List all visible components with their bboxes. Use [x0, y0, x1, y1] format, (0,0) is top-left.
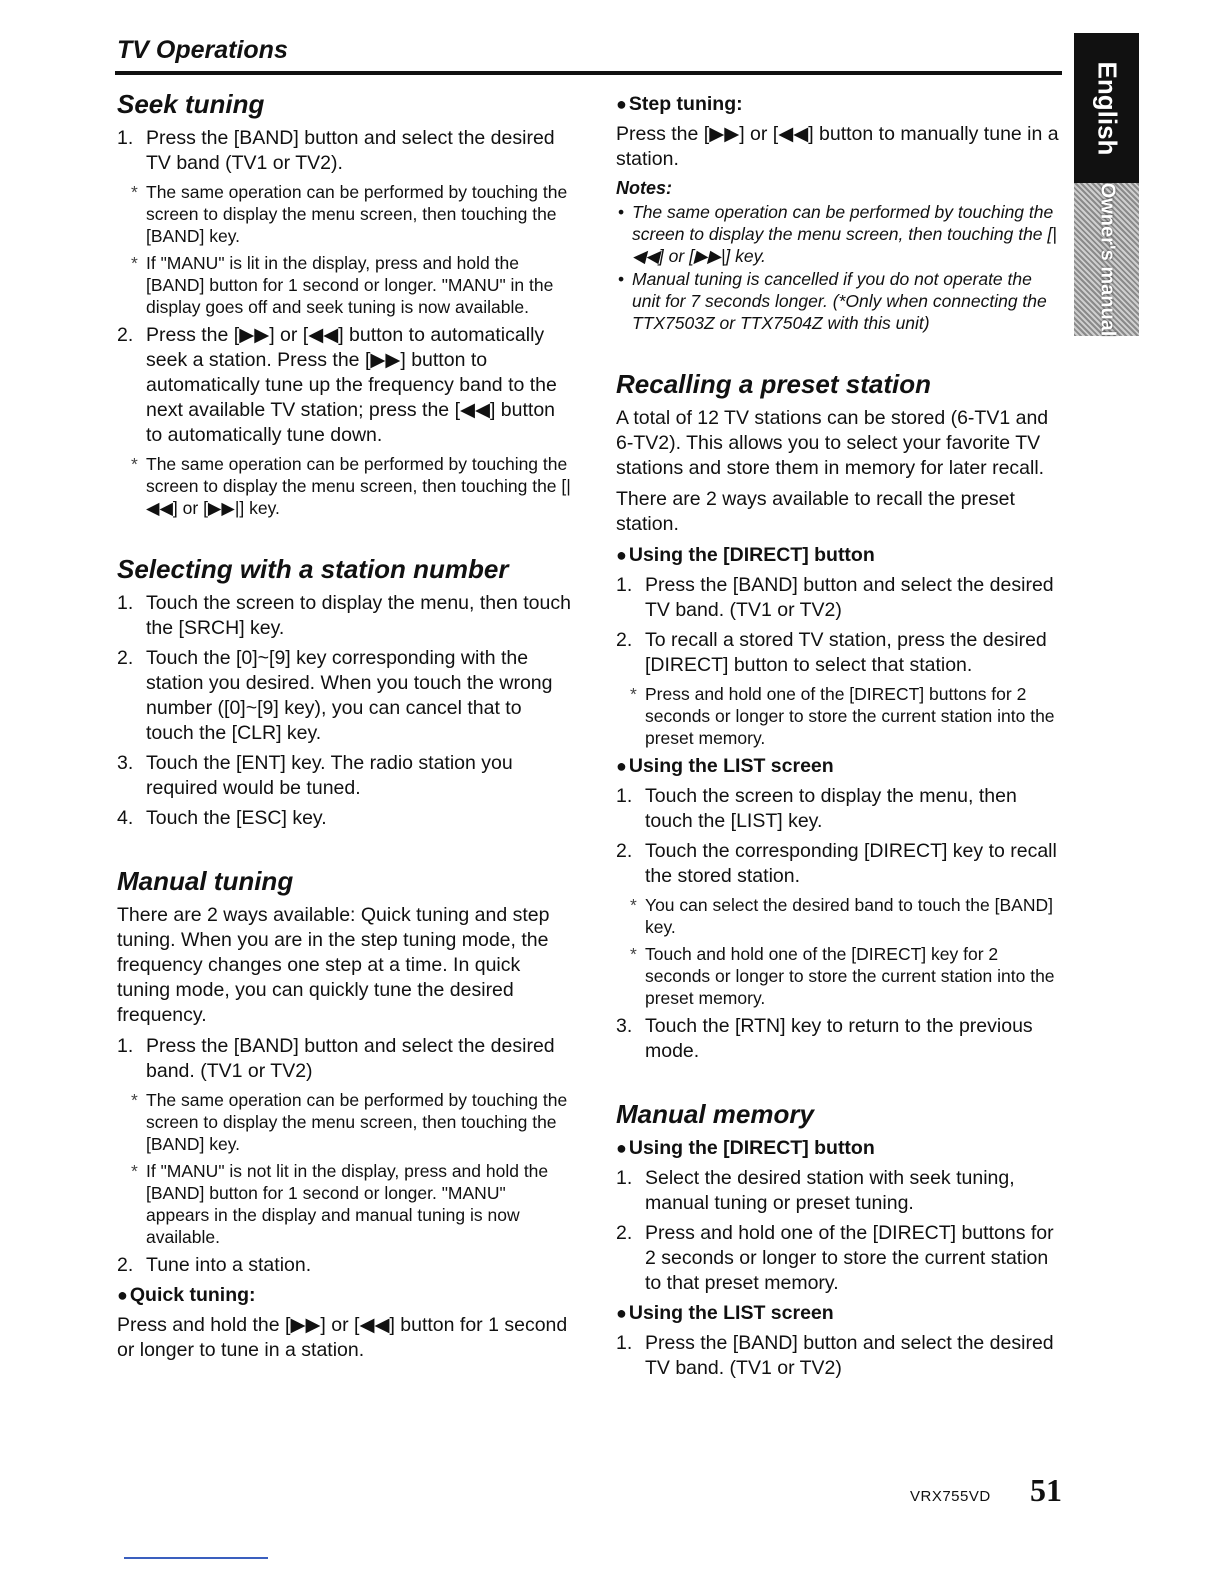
memory-list-step-1 [616, 1331, 1064, 1381]
seek-step-1 [117, 126, 572, 176]
seek-note-1 [131, 181, 572, 247]
seek-tuning-heading: Seek tuning [117, 89, 265, 119]
page-number: 51 [1030, 1472, 1062, 1508]
step-text: Press the [BAND] button and select the desired TV band. (TV1 or TV2) [645, 1331, 1054, 1379]
manual-memory-heading: Manual memory [616, 1098, 814, 1129]
manual-label: Owner's manual [1096, 182, 1119, 337]
quick-tuning-text: Press and hold the [▶▶] or [◀◀] button for 1 second or longer to tune in a station. [117, 1313, 568, 1361]
bottom-rule [124, 1557, 268, 1559]
step-number: 1. [117, 126, 134, 149]
note-text: The same operation can be performed by touching the screen to display the menu screen, then touching the [BAND] key. [146, 1089, 568, 1154]
step-tuning-subheading [616, 92, 1064, 117]
note-marker: * [131, 181, 138, 202]
step-text: Touch the [RTN] key to return to the previous mode. [645, 1014, 1033, 1062]
memory-direct-subheading [616, 1136, 1064, 1161]
memory-list-subheading [616, 1301, 1064, 1326]
recall-direct-note [630, 683, 1064, 749]
language-tab-english [1074, 33, 1139, 183]
subheading-text: Using the LIST screen [628, 1301, 834, 1324]
select-step-4 [117, 806, 572, 831]
step-number: 3. [616, 1014, 633, 1037]
step-text: To recall a stored TV station, press the desired [DIRECT] button to select that station. [645, 628, 1047, 676]
step-number: 1. [616, 1166, 633, 1189]
recall-intro: A total of 12 TV stations can be stored (6-TV1 and 6-TV2). This allows you to select your favorite TV stations and store them in memory for later recall. [616, 406, 1049, 479]
recall-list-step-2 [616, 839, 1064, 889]
select-step-1 [117, 591, 572, 641]
note-text: If "MANU" is not lit in the display, press and hold the [BAND] button for 1 second or longer. "MANU" appears in the display and manual tuning is now available. [146, 1160, 549, 1247]
subheading-text: Using the LIST screen [628, 754, 834, 777]
step-text: Press the [BAND] button and select the desired TV band (TV1 or TV2). [146, 126, 555, 174]
manual-intro: There are 2 ways available: Quick tuning and step tuning. When you are in the step tuning mode, the frequency changes one step at a time. In quick tuning mode, you can quickly tune the desired frequency. [117, 903, 550, 1026]
recall-direct-step-2 [616, 628, 1064, 678]
step-number: 2. [616, 628, 633, 651]
note-marker: * [630, 943, 637, 964]
bullet-dot: ● [616, 1137, 627, 1158]
memory-direct-step-2 [616, 1221, 1064, 1296]
select-step-2 [117, 646, 572, 746]
recall-list-step-3 [616, 1014, 1064, 1064]
step-number: 1. [616, 1331, 633, 1354]
note-marker: * [630, 894, 637, 915]
recall-list-note-1 [630, 894, 1064, 938]
step-number: 1. [616, 784, 633, 807]
seek-note-2 [131, 252, 572, 318]
step-number: 2. [117, 323, 134, 346]
note-text: Touch and hold one of the [DIRECT] key for 2 seconds or longer to store the current station into the preset memory. [645, 943, 1055, 1008]
bullet-dot: ● [616, 544, 627, 565]
language-label: English [1092, 61, 1122, 155]
note-text: The same operation can be performed by touching the screen to display the menu screen, then touching the [|◀◀] or [▶▶|] key. [146, 453, 571, 518]
subheading-text: Using the [DIRECT] button [628, 543, 875, 566]
manual-step-1 [117, 1034, 572, 1084]
recall-direct-step-1 [616, 573, 1064, 623]
bullet-dot: ● [117, 1284, 128, 1305]
step-number: 2. [117, 1253, 134, 1276]
language-tab-manual [1074, 183, 1139, 336]
manual-tuning-heading: Manual tuning [117, 865, 294, 896]
step-text: Touch the corresponding [DIRECT] key to recall the stored station. [645, 839, 1057, 887]
bullet-dot: ● [616, 94, 627, 114]
manual-note-2 [131, 1160, 572, 1248]
memory-direct-step-1 [616, 1166, 1064, 1216]
step-number: 1. [616, 573, 633, 596]
note-marker: * [131, 252, 138, 273]
note-marker: * [131, 1089, 138, 1110]
select-station-heading: Selecting with a station number [117, 553, 509, 584]
note-marker: * [131, 453, 138, 474]
step-number: 4. [117, 806, 134, 829]
step-text: Tune into a station. [146, 1253, 312, 1276]
subheading-text: Quick tuning: [129, 1283, 256, 1306]
step-number: 2. [616, 839, 633, 862]
note-text: Press and hold one of the [DIRECT] buttons for 2 seconds or longer to store the current station into the preset memory. [645, 683, 1055, 748]
step-number: 1. [117, 1034, 134, 1057]
seek-step-2 [117, 323, 572, 448]
step-text: Select the desired station with seek tuning, manual tuning or preset tuning. [645, 1166, 1015, 1214]
step-text: Press the [BAND] button and select the desired TV band. (TV1 or TV2) [645, 573, 1054, 621]
step-number: 2. [616, 1221, 633, 1244]
note-text: Manual tuning is cancelled if you do not operate the unit for 7 seconds longer. (*Only when connecting the TTX7503Z or TTX7504Z with this unit) [632, 269, 1047, 333]
step-text: Press and hold one of the [DIRECT] buttons for 2 seconds or longer to store the current station to that preset memory. [645, 1221, 1054, 1294]
step-text: Press the [▶▶] or [◀◀] button to automatically seek a station. Press the [▶▶] button to automatically tune up the frequency band to the next available TV station; press the [◀◀] button to automatically tune down. [146, 323, 557, 446]
note-text: The same operation can be performed by touching the screen to display the menu screen, then touching the [|◀◀] or [▶▶|] key. [632, 202, 1057, 266]
recall-preset-heading: Recalling a preset station [616, 369, 931, 399]
italic-note-2 [616, 268, 1064, 334]
recall-list-subheading [616, 754, 1064, 779]
note-text: If "MANU" is lit in the display, press and hold the [BAND] button for 1 second or longer. "MANU" in the display goes off and seek tuning is now available. [146, 252, 554, 317]
seek-note-3 [131, 453, 572, 519]
step-text: Touch the [ENT] key. The radio station you required would be tuned. [146, 751, 513, 799]
notes-heading: Notes: [616, 178, 673, 198]
recall-ways: There are 2 ways available to recall the preset station. [616, 487, 1015, 535]
manual-step-2 [117, 1253, 572, 1278]
left-column [117, 90, 572, 1369]
recall-list-step-1 [616, 784, 1064, 834]
note-bullet: • [618, 202, 625, 222]
manual-note-1 [131, 1089, 572, 1155]
subheading-text: Step tuning: [628, 93, 743, 115]
page-title: TV Operations [117, 36, 288, 64]
recall-list-note-2 [630, 943, 1064, 1009]
step-number: 1. [117, 591, 134, 614]
model-number: VRX755VD [910, 1488, 991, 1505]
step-text: Touch the screen to display the menu, then touch the [LIST] key. [645, 784, 1017, 832]
note-marker: * [131, 1160, 138, 1181]
step-number: 3. [117, 751, 134, 774]
recall-direct-subheading [616, 543, 1064, 568]
step-number: 2. [117, 646, 134, 669]
note-marker: * [630, 683, 637, 704]
select-step-3 [117, 751, 572, 801]
step-text: Touch the [0]~[9] key corresponding with the station you desired. When you touch the wrong number ([0]~[9] key), you can cancel that to touch the [CLR] key. [146, 646, 553, 744]
title-rule [115, 71, 1062, 75]
note-text: You can select the desired band to touch the [BAND] key. [645, 894, 1053, 937]
right-column [616, 90, 1064, 1386]
step-text: Touch the screen to display the menu, then touch the [SRCH] key. [146, 591, 571, 639]
quick-tuning-subheading [117, 1283, 572, 1308]
language-tab [1074, 33, 1139, 336]
note-text: The same operation can be performed by touching the screen to display the menu screen, then touching the [BAND] key. [146, 181, 568, 246]
step-text: Touch the [ESC] key. [146, 806, 327, 829]
bullet-dot: ● [616, 1302, 627, 1323]
subheading-text: Using the [DIRECT] button [628, 1136, 875, 1159]
bullet-dot: ● [616, 755, 627, 776]
note-bullet: • [618, 269, 625, 289]
step-text: Press the [BAND] button and select the desired band. (TV1 or TV2) [146, 1034, 555, 1082]
step-tuning-text: Press the [▶▶] or [◀◀] button to manually tune in a station. [616, 123, 1059, 170]
italic-note-1 [616, 201, 1064, 267]
